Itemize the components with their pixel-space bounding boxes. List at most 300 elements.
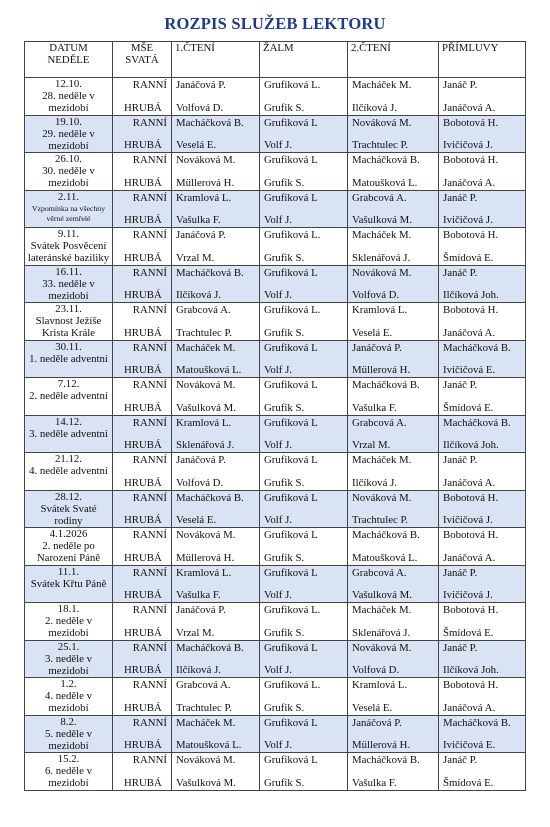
name-ranni: Grufiková L [264, 641, 318, 654]
table-row [25, 528, 526, 566]
mass-ranni: RANNÍ [132, 529, 167, 541]
intercessions-cell-content [439, 116, 525, 153]
name-ranni: Janáčová P. [176, 604, 226, 616]
mass-cell [113, 453, 172, 491]
reading2-cell-content [348, 303, 438, 340]
name-ranni: Grufiková L [264, 154, 318, 166]
name-hruba: Volfová D. [176, 476, 224, 489]
name-ranni: Macháčková B. [176, 116, 244, 129]
reading2-cell-content [348, 116, 438, 153]
reading2-cell [348, 678, 439, 716]
name-hruba: Ilčíková Joh. [443, 289, 499, 301]
header-zalm: ŽALM [260, 42, 348, 78]
date-cell [25, 715, 113, 753]
reading1-cell [172, 378, 260, 416]
name-ranni: Macháčková B. [443, 716, 511, 729]
reading1-cell-content [172, 153, 259, 190]
name-ranni: Grufiková L [264, 416, 318, 429]
psalm-cell-content [260, 341, 347, 378]
sunday-name-line: Vzpomínka na všechny [31, 203, 106, 213]
reading2-cell [348, 565, 439, 603]
reading1-cell [172, 228, 260, 266]
intercessions-cell [439, 640, 526, 678]
header-svata: SVATÁ [125, 53, 159, 66]
name-ranni: Janáčová P. [176, 229, 226, 241]
name-ranni: Grufiková L [264, 491, 318, 504]
intercessions-cell-content [439, 378, 525, 415]
reading2-cell-content [348, 378, 438, 415]
name-ranni: Janáč P. [443, 454, 478, 466]
sunday-name-line: 3. neděle v [44, 652, 93, 665]
name-hruba: Ivičičová J. [443, 514, 493, 526]
date-cell [25, 565, 113, 603]
mass-cell-content [113, 453, 171, 490]
name-ranni: Grabcová A. [352, 191, 407, 204]
mass-hruba: HRUBÁ [124, 514, 162, 526]
intercessions-cell [439, 265, 526, 303]
schedule-table [24, 41, 526, 791]
name-hruba: Volf J. [264, 364, 292, 376]
name-ranni: Grufiková L [264, 566, 318, 579]
psalm-cell [260, 78, 348, 116]
name-hruba: Vašulka F. [176, 589, 221, 601]
intercessions-cell-content [439, 528, 525, 565]
date-cell [25, 190, 113, 228]
name-hruba: Veselá E. [352, 326, 393, 339]
sunday-name-line: mezidobí [48, 139, 89, 152]
mass-ranni: RANNÍ [132, 116, 167, 129]
name-ranni: Grufiková L [264, 754, 318, 766]
name-ranni: Janáč P. [443, 191, 478, 204]
name-ranni: Kramlová L. [352, 679, 408, 691]
date-cell [25, 340, 113, 378]
mass-cell-content [113, 303, 171, 340]
reading1-cell [172, 265, 260, 303]
psalm-cell-content [260, 266, 347, 303]
mass-cell-content [113, 116, 171, 153]
name-hruba: Grufik S. [264, 776, 305, 789]
name-ranni: Grufiková L [264, 116, 318, 129]
psalm-cell [260, 190, 348, 228]
sunday-name-line: rodiny [54, 514, 83, 527]
reading2-cell-content [348, 78, 438, 115]
reading1-cell [172, 565, 260, 603]
name-ranni: Nováková M. [352, 266, 412, 279]
name-hruba: Šmídová E. [443, 626, 494, 639]
intercessions-cell [439, 415, 526, 453]
sunday-name-line: mezidobí [48, 739, 89, 752]
mass-hruba: HRUBÁ [124, 326, 162, 339]
reading1-cell [172, 453, 260, 491]
header-mse: MŠE [130, 42, 154, 54]
name-hruba: Ilčíková Joh. [443, 664, 499, 676]
date-text: 4.1.2026 [49, 528, 88, 540]
reading2-cell-content [348, 191, 438, 228]
name-hruba: Ilčíková J. [352, 476, 397, 489]
mass-cell-content [113, 566, 171, 603]
name-hruba: Sklenářová J. [352, 626, 411, 639]
psalm-cell-content [260, 191, 347, 228]
mass-hruba: HRUBÁ [124, 739, 162, 751]
date-text: 16.11. [55, 265, 82, 278]
psalm-cell-content [260, 228, 347, 265]
psalm-cell [260, 565, 348, 603]
name-hruba: Volf J. [264, 289, 292, 301]
mass-ranni: RANNÍ [132, 716, 167, 729]
name-ranni: Grufiková L. [264, 79, 321, 91]
intercessions-cell [439, 490, 526, 528]
intercessions-cell [439, 753, 526, 791]
sunday-name-line: mezidobí [48, 664, 89, 677]
name-ranni: Macháčková B. [352, 754, 420, 766]
name-ranni: Grabcová A. [352, 416, 407, 429]
name-hruba: Vašulková M. [352, 214, 412, 226]
reading1-cell-content [172, 191, 259, 228]
mass-hruba: HRUBÁ [124, 701, 162, 714]
intercessions-cell [439, 715, 526, 753]
reading1-cell-content [172, 603, 259, 640]
name-ranni: Grufiková L. [264, 304, 321, 316]
name-ranni: Bobotová H. [443, 154, 499, 166]
reading2-cell-content [348, 753, 438, 790]
reading1-cell [172, 153, 260, 191]
mass-cell [113, 115, 172, 153]
mass-hruba: HRUBÁ [124, 289, 162, 301]
mass-hruba: HRUBÁ [124, 401, 162, 414]
reading1-cell-content [172, 228, 259, 265]
psalm-cell-content [260, 491, 347, 528]
reading1-cell [172, 678, 260, 716]
reading2-cell [348, 453, 439, 491]
name-ranni: Macháček M. [176, 716, 236, 729]
mass-hruba: HRUBÁ [124, 551, 162, 564]
header-datum: DATUM [49, 42, 88, 54]
date-cell [25, 490, 113, 528]
reading2-cell-content [348, 266, 438, 303]
mass-hruba: HRUBÁ [124, 101, 162, 114]
psalm-cell [260, 153, 348, 191]
reading2-cell [348, 378, 439, 416]
name-hruba: Volfová D. [352, 664, 400, 676]
name-hruba: Šmídová E. [443, 251, 494, 264]
reading1-cell [172, 340, 260, 378]
date-cell [25, 603, 113, 641]
mass-hruba: HRUBÁ [124, 214, 162, 226]
mass-cell-content [113, 191, 171, 228]
date-cell [25, 115, 113, 153]
name-ranni: Grufiková L [264, 379, 318, 391]
name-ranni: Janáčová P. [352, 341, 402, 354]
reading2-cell [348, 490, 439, 528]
sunday-name-line: Svátek Křtu Páně [30, 577, 107, 590]
name-hruba: Trachtulec P. [176, 326, 232, 339]
intercessions-cell-content [439, 228, 525, 265]
sunday-name-line: 1. neděle adventní [29, 352, 108, 365]
sunday-name-line: 33. neděle v [42, 277, 95, 290]
name-ranni: Grufiková L [264, 191, 318, 204]
name-hruba: Janáčová A. [443, 551, 496, 564]
name-ranni: Macháčková B. [352, 379, 420, 391]
name-ranni: Nováková M. [176, 379, 236, 391]
sunday-name-line: 30. neděle v [42, 165, 95, 177]
reading1-cell [172, 303, 260, 341]
sunday-name-line: 2. neděle v [44, 615, 93, 627]
psalm-cell [260, 265, 348, 303]
intercessions-cell [439, 678, 526, 716]
intercessions-cell [439, 340, 526, 378]
name-hruba: Grufik S. [264, 626, 305, 639]
sunday-name-line: 2. neděle po [42, 540, 95, 552]
psalm-cell [260, 340, 348, 378]
name-hruba: Volf J. [264, 439, 292, 451]
intercessions-cell [439, 528, 526, 566]
reading2-cell-content [348, 228, 438, 265]
intercessions-cell-content [439, 153, 525, 190]
mass-hruba: HRUBÁ [124, 364, 162, 376]
date-text: 9.11. [57, 228, 80, 240]
mass-ranni: RANNÍ [132, 154, 167, 166]
name-hruba: Veselá E. [352, 701, 393, 714]
name-ranni: Janáčová P. [176, 454, 226, 466]
mass-cell-content [113, 378, 171, 415]
name-ranni: Grufiková L [264, 341, 318, 354]
date-cell [25, 453, 113, 491]
date-text: 23.11. [55, 303, 82, 315]
name-ranni: Janáč P. [443, 566, 478, 579]
name-hruba: Volf J. [264, 739, 292, 751]
sunday-name-line: mezidobí [48, 777, 89, 789]
intercessions-cell-content [439, 716, 525, 753]
mass-ranni: RANNÍ [132, 379, 167, 391]
sunday-name-line: Slavnost Ježíše [35, 315, 102, 327]
mass-cell-content [113, 228, 171, 265]
psalm-cell-content [260, 416, 347, 453]
reading2-cell-content [348, 491, 438, 528]
reading2-cell-content [348, 716, 438, 753]
sunday-name-line: 5. neděle v [44, 727, 93, 740]
table-row [25, 115, 526, 153]
reading2-cell [348, 603, 439, 641]
mass-ranni: RANNÍ [132, 341, 167, 354]
name-ranni: Nováková M. [352, 116, 412, 129]
intercessions-cell-content [439, 191, 525, 228]
reading2-cell [348, 265, 439, 303]
name-hruba: Vašulková M. [176, 776, 236, 789]
name-hruba: Grufik S. [264, 401, 305, 414]
name-hruba: Grufik S. [264, 701, 305, 714]
name-hruba: Ilčíková J. [352, 101, 397, 114]
date-text: 1.2. [60, 678, 77, 690]
reading1-cell-content [172, 566, 259, 603]
date-cell [25, 153, 113, 191]
date-text: 21.12. [55, 453, 82, 465]
date-cell [25, 303, 113, 341]
reading2-cell [348, 115, 439, 153]
name-hruba: Grufik S. [264, 176, 305, 189]
reading2-cell [348, 228, 439, 266]
sunday-name-line: mezidobí [48, 289, 89, 302]
name-hruba: Müllerová H. [352, 364, 411, 376]
sunday-name-line: mezidobí [48, 177, 89, 189]
header-datum-nedele [25, 42, 113, 78]
mass-ranni: RANNÍ [132, 191, 167, 204]
name-hruba: Ivičičová J. [443, 214, 493, 226]
mass-cell [113, 528, 172, 566]
intercessions-cell-content [439, 566, 525, 603]
name-ranni: Macháček M. [352, 604, 412, 616]
mass-cell [113, 415, 172, 453]
name-hruba: Ivičičová J. [443, 589, 493, 601]
name-hruba: Janáčová A. [443, 176, 496, 189]
sunday-name-line: Svátek Svaté [40, 502, 97, 515]
name-ranni: Janáč P. [443, 266, 478, 279]
psalm-cell-content [260, 453, 347, 490]
name-hruba: Janáčová A. [443, 701, 496, 714]
mass-cell-content [113, 716, 171, 753]
mass-ranni: RANNÍ [132, 491, 167, 504]
mass-ranni: RANNÍ [132, 754, 167, 766]
sunday-name-line: 6. neděle v [44, 765, 93, 777]
header-row [25, 42, 526, 78]
table-row [25, 340, 526, 378]
psalm-cell [260, 378, 348, 416]
name-ranni: Grufiková L. [264, 604, 321, 616]
name-ranni: Nováková M. [176, 754, 236, 766]
psalm-cell [260, 228, 348, 266]
date-cell [25, 678, 113, 716]
name-hruba: Grufik S. [264, 551, 305, 564]
reading2-cell [348, 528, 439, 566]
date-cell [25, 528, 113, 566]
sunday-name-line: Svátek Posvěcení [30, 240, 107, 252]
name-hruba: Volf J. [264, 664, 292, 676]
mass-cell-content [113, 491, 171, 528]
mass-cell-content [113, 753, 171, 790]
name-ranni: Bobotová H. [443, 229, 499, 241]
mass-cell-content [113, 341, 171, 378]
reading1-cell-content [172, 716, 259, 753]
mass-ranni: RANNÍ [132, 266, 167, 279]
name-ranni: Grufiková L [264, 716, 318, 729]
sunday-name-line: 4. neděle v [44, 690, 93, 702]
mass-cell-content [113, 153, 171, 190]
name-hruba: Trachtulec P. [352, 139, 408, 151]
mass-hruba: HRUBÁ [124, 589, 162, 601]
psalm-cell-content [260, 678, 347, 715]
sunday-name-line: 3. neděle adventní [29, 427, 108, 440]
name-hruba: Volf J. [264, 214, 292, 226]
intercessions-cell [439, 190, 526, 228]
reading1-cell-content [172, 116, 259, 153]
reading1-cell [172, 640, 260, 678]
table-row [25, 265, 526, 303]
table-row [25, 78, 526, 116]
mass-hruba: HRUBÁ [124, 776, 162, 789]
reading2-cell [348, 153, 439, 191]
reading1-cell-content [172, 453, 259, 490]
date-text: 8.2. [60, 715, 77, 728]
mass-ranni: RANNÍ [132, 566, 167, 579]
intercessions-cell-content [439, 753, 525, 790]
date-cell [25, 265, 113, 303]
sunday-name-line: lateránské baziliky [27, 252, 110, 264]
mass-cell-content [113, 641, 171, 678]
name-hruba: Vašulka F. [352, 401, 397, 414]
reading2-cell [348, 78, 439, 116]
name-hruba: Sklenářová J. [352, 251, 411, 264]
name-ranni: Grabcová A. [352, 566, 407, 579]
reading2-cell [348, 753, 439, 791]
date-cell [25, 78, 113, 116]
mass-ranni: RANNÍ [132, 604, 167, 616]
table-row [25, 678, 526, 716]
name-ranni: Macháčková B. [352, 154, 420, 166]
sunday-name-line: Krista Krále [41, 327, 96, 339]
reading1-cell-content [172, 378, 259, 415]
psalm-cell [260, 115, 348, 153]
mass-cell [113, 753, 172, 791]
reading2-cell [348, 190, 439, 228]
reading2-cell-content [348, 153, 438, 190]
name-hruba: Vašulková M. [352, 589, 412, 601]
name-hruba: Müllerová H. [352, 739, 411, 751]
name-ranni: Macháček M. [352, 79, 412, 91]
name-ranni: Kramlová L. [176, 416, 232, 429]
mass-cell [113, 78, 172, 116]
name-hruba: Veselá E. [176, 514, 217, 526]
intercessions-cell-content [439, 78, 525, 115]
name-ranni: Grabcová A. [176, 304, 231, 316]
psalm-cell [260, 490, 348, 528]
name-hruba: Vrzal M. [176, 626, 215, 639]
mass-hruba: HRUBÁ [124, 664, 162, 676]
sunday-name-line: mezidobí [48, 702, 89, 714]
name-ranni: Macháčková B. [352, 529, 420, 541]
header-nedele: NEDĚLE [47, 53, 90, 66]
psalm-cell-content [260, 116, 347, 153]
name-hruba: Ilčíková J. [176, 664, 221, 676]
date-cell [25, 640, 113, 678]
name-ranni: Bobotová H. [443, 304, 499, 316]
name-hruba: Vašulka F. [176, 214, 221, 226]
name-ranni: Grufiková L [264, 454, 318, 466]
mass-cell [113, 378, 172, 416]
psalm-cell-content [260, 603, 347, 640]
name-hruba: Matoušková L. [352, 176, 418, 189]
date-text: 25.1. [57, 640, 80, 653]
reading1-cell [172, 415, 260, 453]
name-ranni: Grufiková L. [264, 679, 321, 691]
name-hruba: Volf J. [264, 589, 292, 601]
name-hruba: Volfová D. [176, 101, 224, 114]
mass-hruba: HRUBÁ [124, 139, 162, 151]
name-ranni: Nováková M. [352, 491, 412, 504]
table-row [25, 303, 526, 341]
mass-ranni: RANNÍ [132, 416, 167, 429]
reading2-cell-content [348, 453, 438, 490]
psalm-cell-content [260, 566, 347, 603]
intercessions-cell [439, 378, 526, 416]
date-cell [25, 228, 113, 266]
name-hruba: Vašulka F. [352, 776, 397, 789]
reading1-cell-content [172, 78, 259, 115]
table-row [25, 640, 526, 678]
psalm-cell [260, 303, 348, 341]
reading2-cell [348, 340, 439, 378]
name-ranni: Bobotová H. [443, 604, 499, 616]
psalm-cell-content [260, 153, 347, 190]
sunday-name-line: 4. neděle adventní [29, 465, 108, 477]
